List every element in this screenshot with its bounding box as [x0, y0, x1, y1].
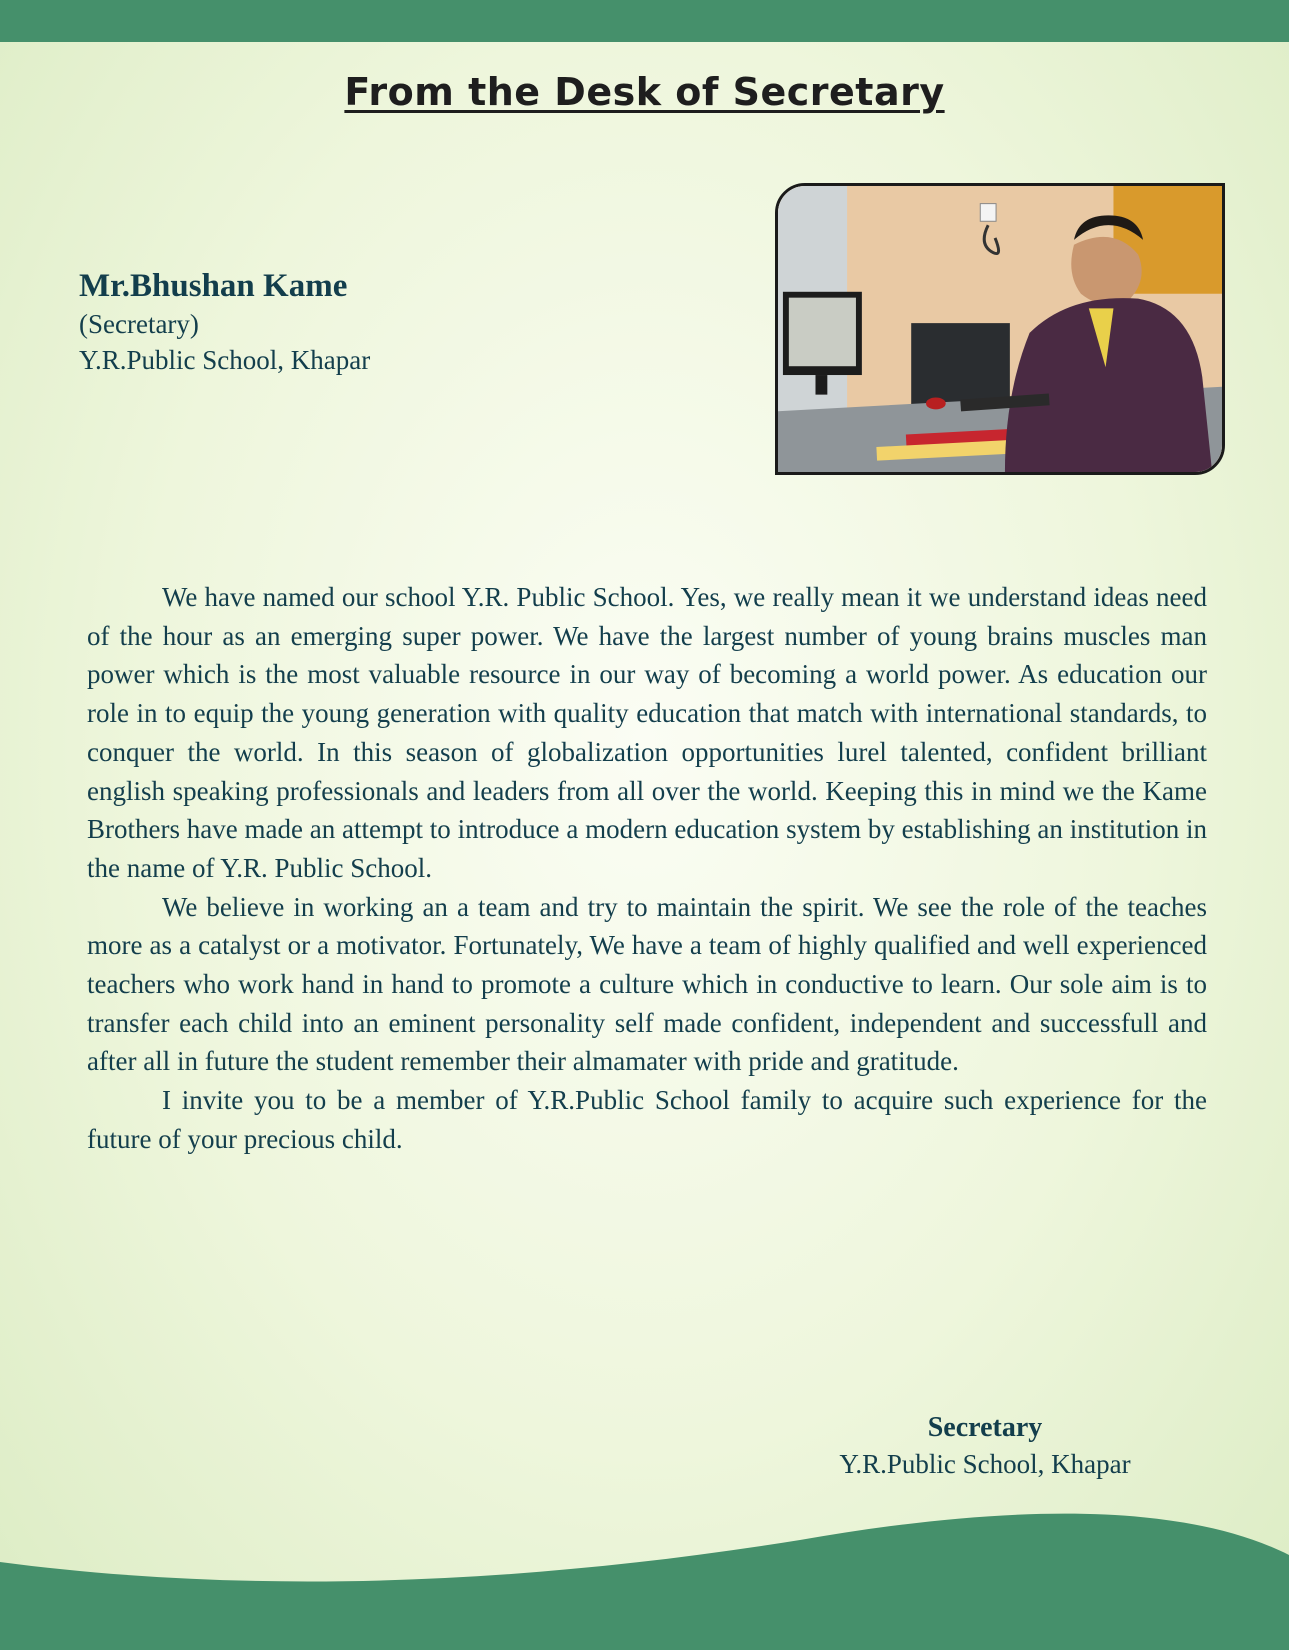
secretary-info [79, 266, 370, 378]
signature-school: Y.R.Public School, Khapar [839, 1449, 1131, 1479]
message-paragraph-1: We have named our school Y.R. Public School. Yes, we really mean it we understand ideas need of the hour as an emerging super power. We have the largest number of young brains muscles man power which is the most valuable resource in our way of becoming a world power. As education our role in to equip the young generation with quality education that match with international standards, to conquer the world. In this season of globalization opportunities lurel talented, confident brilliant english speaking professionals and leaders from all over the world. Keeping this in mind we the Kame Brothers have made an attempt to introduce a modern education system by establishing an institution in the name of Y.R. Public School. [87, 582, 1207, 883]
top-green-band [0, 0, 1289, 42]
secretary-school: Y.R.Public School, Khapar [79, 345, 371, 375]
message-paragraph-3: I invite you to be a member of Y.R.Public School family to acquire such experience for the future of your precious child. [87, 1085, 1207, 1154]
page-title-text: From the Desk of Secretary [344, 70, 945, 114]
signature-block [780, 1410, 1190, 1482]
page-title [0, 70, 1289, 114]
photo-illustration [778, 186, 1222, 472]
signature-title: Secretary [927, 1412, 1043, 1443]
secretary-photo [775, 183, 1225, 475]
secretary-name: Mr.Bhushan Kame [79, 268, 348, 304]
secretary-role: (Secretary) [79, 309, 199, 339]
bottom-green-wave [0, 1500, 1289, 1650]
message-body [87, 578, 1207, 1159]
message-paragraph-2: We believe in working an a team and try to maintain the spirit. We see the role of the teaches more as a catalyst or a motivator. Fortunately, We have a team of highly qualified and well experienced teachers who work hand in hand to promote a culture which in conductive to learn. Our sole aim is to transfer each child into an eminent personality self made confident, independent and successfull and after all in future the student remember their almamater with pride and gratitude. [87, 891, 1207, 1077]
